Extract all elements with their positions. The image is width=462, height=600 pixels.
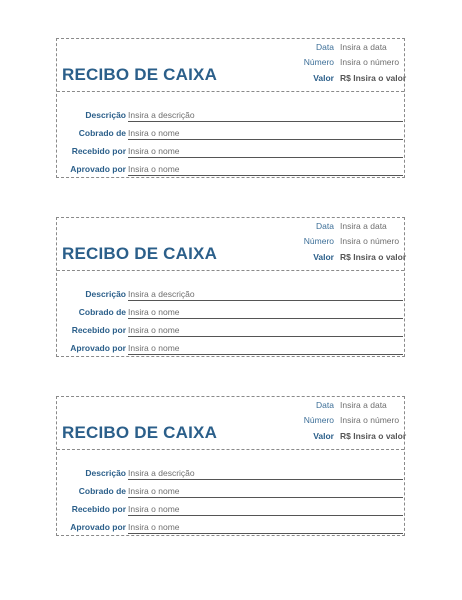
date-row [57, 221, 406, 235]
charged-by-label: Cobrado de [78, 128, 126, 138]
description-underline [128, 300, 403, 301]
number-field[interactable]: Insira o número [340, 57, 400, 67]
date-field[interactable]: Insira a data [340, 400, 387, 410]
approved-by-underline [128, 354, 403, 355]
received-by-underline [128, 157, 403, 158]
amount-row [57, 252, 406, 266]
section-divider [57, 270, 404, 271]
charged-by-label: Cobrado de [78, 307, 126, 317]
approved-by-field[interactable]: Insira o nome [128, 164, 180, 174]
charged-by-row [57, 307, 406, 321]
description-label: Descrição [85, 468, 126, 478]
receipt-title: RECIBO DE CAIXA [62, 65, 218, 84]
received-by-row [57, 146, 406, 160]
amount-field[interactable]: R$ Insira o valor [340, 431, 407, 441]
charged-by-underline [128, 318, 403, 319]
number-label: Número [303, 236, 334, 246]
receipt-3 [56, 396, 405, 536]
date-label: Data [316, 221, 334, 231]
approved-by-label: Aprovado por [70, 343, 126, 353]
date-field[interactable]: Insira a data [340, 221, 387, 231]
description-label: Descrição [85, 110, 126, 120]
approved-by-row [57, 343, 406, 357]
receipt-1 [56, 38, 405, 178]
charged-by-label: Cobrado de [78, 486, 126, 496]
received-by-label: Recebido por [71, 504, 126, 514]
received-by-row [57, 325, 406, 339]
receipt-title: RECIBO DE CAIXA [62, 244, 218, 263]
approved-by-field[interactable]: Insira o nome [128, 343, 180, 353]
charged-by-underline [128, 497, 403, 498]
section-divider [57, 91, 404, 92]
amount-label: Valor [313, 252, 334, 262]
description-underline [128, 479, 403, 480]
receipt-2 [56, 217, 405, 357]
amount-row [57, 431, 406, 445]
received-by-underline [128, 336, 403, 337]
description-row [57, 468, 406, 482]
received-by-row [57, 504, 406, 518]
date-row [57, 42, 406, 56]
received-by-field[interactable]: Insira o nome [128, 504, 180, 514]
description-field[interactable]: Insira a descrição [128, 289, 195, 299]
approved-by-row [57, 164, 406, 178]
description-row [57, 289, 406, 303]
number-label: Número [303, 415, 334, 425]
receipt-title: RECIBO DE CAIXA [62, 423, 218, 442]
amount-label: Valor [313, 73, 334, 83]
approved-by-label: Aprovado por [70, 164, 126, 174]
date-label: Data [316, 400, 334, 410]
approved-by-underline [128, 533, 403, 534]
received-by-field[interactable]: Insira o nome [128, 146, 180, 156]
approved-by-label: Aprovado por [70, 522, 126, 532]
charged-by-field[interactable]: Insira o nome [128, 307, 180, 317]
received-by-label: Recebido por [71, 325, 126, 335]
charged-by-field[interactable]: Insira o nome [128, 128, 180, 138]
received-by-underline [128, 515, 403, 516]
description-underline [128, 121, 403, 122]
date-row [57, 400, 406, 414]
date-label: Data [316, 42, 334, 52]
number-field[interactable]: Insira o número [340, 236, 400, 246]
approved-by-row [57, 522, 406, 536]
charged-by-underline [128, 139, 403, 140]
description-field[interactable]: Insira a descrição [128, 110, 195, 120]
number-field[interactable]: Insira o número [340, 415, 400, 425]
received-by-label: Recebido por [71, 146, 126, 156]
charged-by-field[interactable]: Insira o nome [128, 486, 180, 496]
description-row [57, 110, 406, 124]
amount-row [57, 73, 406, 87]
description-field[interactable]: Insira a descrição [128, 468, 195, 478]
date-field[interactable]: Insira a data [340, 42, 387, 52]
approved-by-field[interactable]: Insira o nome [128, 522, 180, 532]
amount-label: Valor [313, 431, 334, 441]
amount-field[interactable]: R$ Insira o valor [340, 252, 407, 262]
charged-by-row [57, 486, 406, 500]
section-divider [57, 449, 404, 450]
number-label: Número [303, 57, 334, 67]
approved-by-underline [128, 175, 403, 176]
amount-field[interactable]: R$ Insira o valor [340, 73, 407, 83]
received-by-field[interactable]: Insira o nome [128, 325, 180, 335]
charged-by-row [57, 128, 406, 142]
description-label: Descrição [85, 289, 126, 299]
